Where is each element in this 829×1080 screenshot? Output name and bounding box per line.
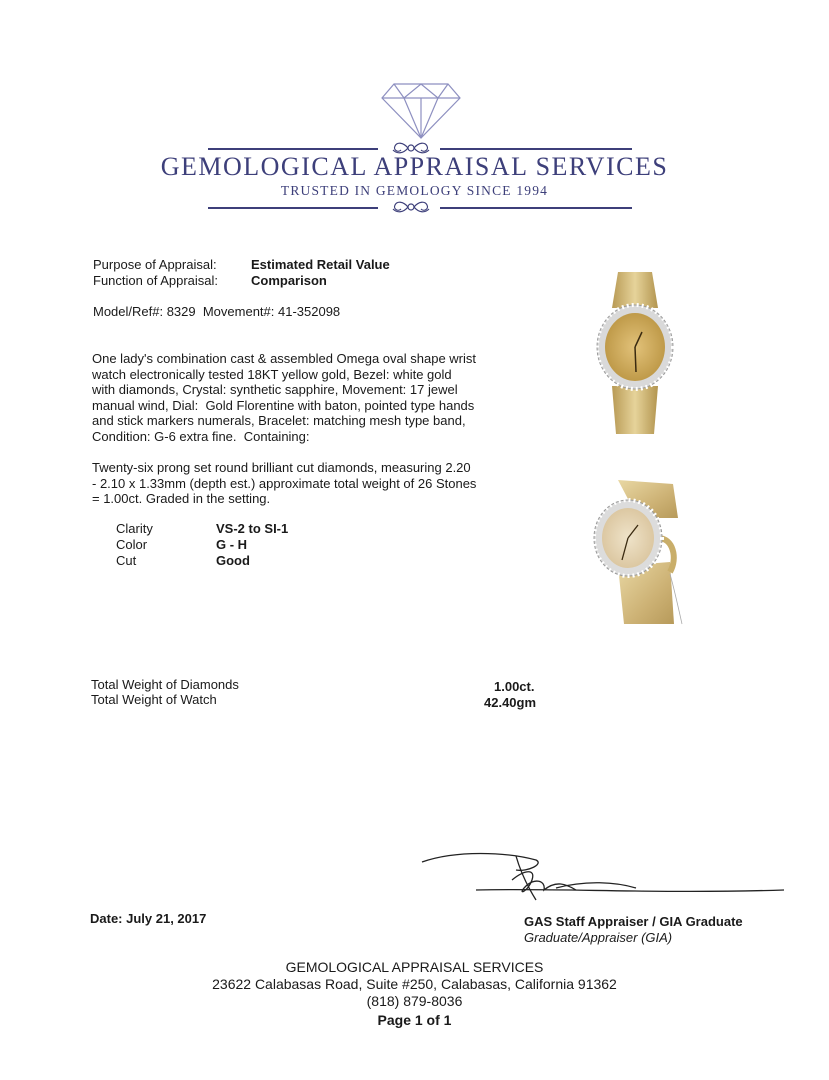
diamonds-line: - 2.10 x 1.33mm (depth est.) approximate total weight of 26 Stones [92, 475, 477, 491]
brand-tagline: TRUSTED IN GEMOLOGY SINCE 1994 [280, 183, 549, 198]
total-diamonds-label: Total Weight of Diamonds [91, 677, 239, 692]
flourish-ornament-icon [389, 200, 433, 214]
description-line: with diamonds, Crystal: synthetic sapphire, Movement: 17 jewel [92, 382, 458, 397]
description-block [92, 351, 512, 444]
description-line: One lady's combination cast & assembled Omega oval shape wrist [92, 351, 477, 366]
footer-company: GEMOLOGICAL APPRAISAL SERVICES [285, 959, 544, 975]
header-rule-top-left [208, 148, 378, 150]
brand-name: GEMOLOGICAL APPRAISAL SERVICES [160, 152, 669, 181]
diamonds-line: Twenty-six prong set round brilliant cut diamonds, measuring 2.20 [92, 460, 471, 475]
diamonds-line: = 1.00ct. Graded in the setting. [92, 491, 271, 506]
header-rule-bottom-right [440, 207, 632, 209]
function-label: Function of Appraisal: [93, 273, 219, 288]
appraiser-title: GAS Staff Appraiser / GIA Graduate [524, 914, 743, 929]
appraisal-date: Date: July 21, 2017 [90, 911, 207, 926]
total-diamonds-value: 1.00ct. [494, 679, 535, 694]
description-line: manual wind, Dial: Gold Florentine with baton, pointed type hands [92, 397, 475, 413]
color-label: Color [116, 537, 148, 552]
color-value: G - H [216, 537, 248, 552]
total-watch-label: Total Weight of Watch [91, 692, 217, 707]
purpose-value: Estimated Retail Value [251, 257, 390, 272]
signature-image [416, 850, 788, 910]
purpose-label: Purpose of Appraisal: [93, 257, 217, 272]
appraiser-subtitle: Graduate/Appraiser (GIA) [524, 930, 673, 945]
footer-phone: (818) 879-8036 [366, 993, 463, 1009]
footer-address: 23622 Calabasas Road, Suite #250, Calabasas, California 91362 [212, 976, 617, 992]
clarity-value: VS-2 to SI-1 [216, 521, 289, 536]
cut-label: Cut [116, 553, 137, 568]
total-watch-value: 42.40gm [484, 695, 537, 710]
diamond-logo-icon [380, 82, 462, 140]
page-number: Page 1 of 1 [377, 1012, 452, 1028]
function-value: Comparison [251, 273, 327, 288]
cut-value: Good [216, 553, 250, 568]
description-line: watch electronically tested 18KT yellow gold, Bezel: white gold [92, 366, 452, 382]
header-rule-bottom-left [208, 207, 378, 209]
clarity-label: Clarity [116, 521, 153, 536]
diamonds-block [92, 460, 512, 507]
description-line: Condition: G-6 extra fine. Containing: [92, 428, 310, 444]
watch-photo-angle [578, 478, 693, 628]
model-movement-line: Model/Ref#: 8329 Movement#: 41-352098 [93, 304, 341, 319]
description-line: and stick markers numerals, Bracelet: matching mesh type band, [92, 413, 466, 428]
watch-photo-front [590, 268, 680, 438]
header-rule-top-right [440, 148, 632, 150]
